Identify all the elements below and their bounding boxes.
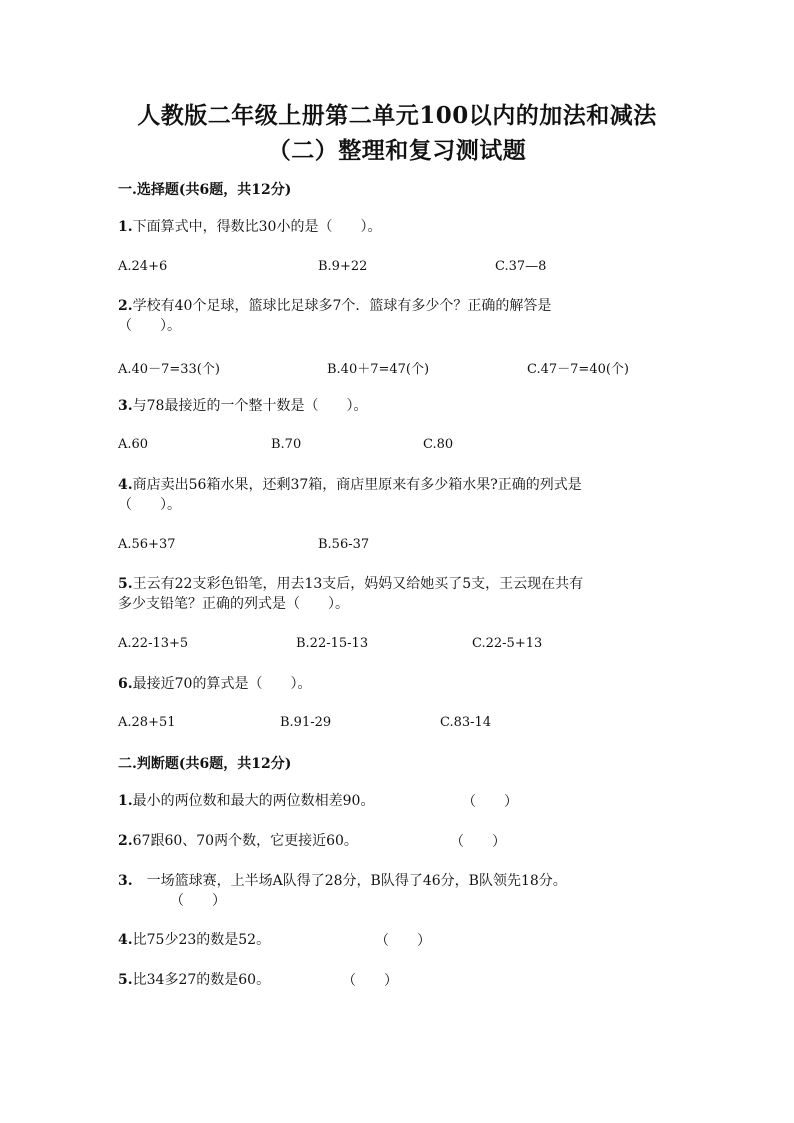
question-number: 5.: [118, 576, 133, 592]
judgement-5: [118, 970, 678, 990]
option-a: A.60: [118, 437, 149, 452]
option-b: B.22-15-13: [296, 636, 369, 651]
question-6: [118, 674, 678, 694]
question-4: [118, 475, 678, 515]
answer-blank: （ ）: [462, 794, 518, 810]
option-b: B.9+22: [318, 259, 368, 274]
question-number: 3.: [118, 398, 133, 414]
answer-blank: （ ）: [375, 933, 431, 949]
answer-blank: （ ）: [342, 973, 398, 989]
section-heading-choice: 一.选择题(共6题，共12分): [118, 182, 292, 198]
question-number: 2.: [118, 298, 133, 314]
page-title-line2: （二）整理和复习测试题: [267, 137, 527, 164]
question-text: 一场篮球赛，上半场A队得了28分，B队得了46分，B队领先18分。: [132, 873, 567, 889]
option-c: C.37—8: [495, 259, 547, 274]
question-text: 下面算式中，得数比30小的是（ ）。: [132, 219, 382, 235]
question-1: [118, 217, 678, 237]
option-b: B.91-29: [280, 715, 332, 730]
option-a: A.24+6: [118, 259, 168, 274]
answer-blank: （ ）: [170, 893, 226, 909]
judgement-2: [118, 831, 678, 851]
option-a: A.28+51: [118, 715, 176, 730]
question-text: 比34多27的数是60。: [132, 972, 271, 988]
question-text: 与78最接近的一个整十数是（ ）。: [132, 398, 368, 414]
question-5: [118, 574, 678, 614]
judgement-3: [118, 871, 678, 891]
option-c: C.47－7=40(个): [527, 362, 630, 377]
question-text: 王云有22支彩色铅笔，用去13支后，妈妈又给她买了5支，王云现在共有: [132, 576, 584, 592]
question-number: 5.: [118, 972, 133, 988]
question-2: [118, 296, 678, 336]
question-text-line2: 多少支铅笔？正确的列式是（ ）。: [118, 596, 349, 612]
option-a: A.56+37: [118, 537, 176, 552]
question-text: 最接近70的算式是（ ）。: [132, 676, 312, 692]
option-b: B.70: [271, 437, 302, 452]
option-b: B.56-37: [318, 537, 370, 552]
question-text: 商店卖出56箱水果，还剩37箱，商店里原来有多少箱水果?正确的列式是: [132, 477, 582, 493]
answer-blank: （ ）: [450, 834, 506, 850]
question-text: 最小的两位数和最大的两位数相差90。: [132, 793, 375, 809]
option-a: A.40－7=33(个): [118, 362, 220, 377]
question-number: 3.: [118, 873, 133, 889]
answer-blank: （ ）。: [118, 497, 181, 513]
question-number: 1.: [118, 793, 133, 809]
question-number: 4.: [118, 932, 133, 948]
option-b: B.40＋7=47(个): [327, 362, 430, 377]
option-c: C.83-14: [440, 715, 492, 730]
option-c: C.80: [423, 437, 454, 452]
question-text: 学校有40个足球，篮球比足球多7个．篮球有多少个？正确的解答是: [132, 298, 552, 314]
question-number: 6.: [118, 676, 133, 692]
answer-blank: （ ）。: [118, 318, 181, 334]
section-heading-judgement: 二.判断题(共6题，共12分): [118, 756, 292, 772]
question-number: 1.: [118, 219, 133, 235]
judgement-1: [118, 791, 678, 811]
question-text: 67跟60、70两个数，它更接近60。: [132, 833, 358, 849]
option-c: C.22-5+13: [472, 636, 543, 651]
question-3: [118, 396, 678, 416]
question-number: 4.: [118, 477, 133, 493]
question-number: 2.: [118, 833, 133, 849]
option-a: A.22-13+5: [118, 636, 189, 651]
question-text: 比75少23的数是52。: [132, 932, 271, 948]
page-title-line1: 人教版二年级上册第二单元100以内的加法和减法: [137, 102, 657, 129]
